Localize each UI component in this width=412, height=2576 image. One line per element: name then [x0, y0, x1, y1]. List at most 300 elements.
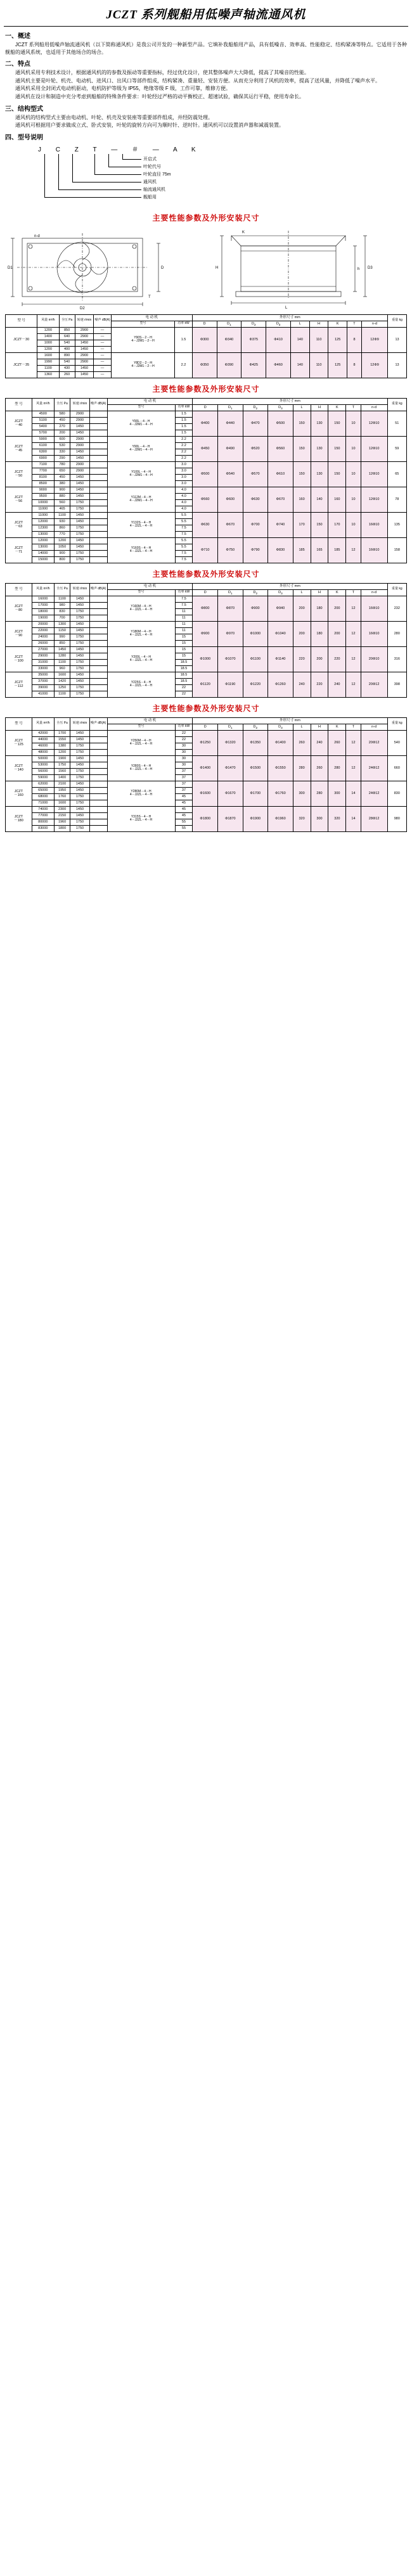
cell-dim-2: Φ1700 [243, 781, 268, 806]
cell-speed: 1450 [70, 423, 89, 430]
cell-pressure: 1150 [54, 627, 70, 634]
cell-flow: 77000 [32, 812, 54, 819]
cell-weight: 59 [387, 436, 406, 461]
cell-flow: 6300 [32, 449, 54, 455]
cell-perf-0: 1400 [37, 333, 59, 340]
leader-line-3 [94, 154, 95, 174]
cell-dim-7: 12 [346, 596, 361, 621]
cell-speed: 1450 [70, 672, 89, 678]
cell-pressure: 580 [54, 411, 70, 417]
cell-perf-1: 400 [59, 346, 75, 352]
cell-model: JCZT －71 [6, 537, 32, 563]
cell-model: JCZT －40 [6, 411, 32, 436]
cell-pressure: 380 [54, 480, 70, 487]
leader-line-6 [44, 154, 45, 197]
section-2-para-1: 通风机采用专利技术设计，根据通风机的的参数及振动等重要指标，经过优化设计，使其整体噪声大大降低，提高了其噪音的性能。 [15, 70, 309, 76]
model-label-1: 开启式 [143, 157, 157, 162]
cell-dim-4: 200 [293, 621, 311, 646]
cell-pressure: 530 [54, 442, 70, 449]
cell-pressure: 465 [54, 506, 70, 512]
cell-flow: 19000 [32, 615, 54, 621]
cell-pressure: 880 [54, 493, 70, 499]
cell-speed: 1450 [70, 678, 89, 684]
cell-flow: 12000 [32, 537, 54, 544]
th4-D3: $D_3$ [268, 724, 293, 730]
cell-speed: 2900 [70, 417, 89, 423]
cell-motor-type: Y90L－4－H 4－J2M1－4－H [107, 436, 175, 461]
leader-line-2 [108, 154, 109, 167]
th2-D1: $D_1$ [217, 404, 243, 411]
cell-motor-power: 37 [175, 787, 193, 793]
cell-motor-power: 7.5 [175, 596, 193, 602]
cell-perf-1: 260 [59, 371, 75, 378]
cell-dim-3: Φ830 [268, 537, 293, 563]
cell-flow: 26000 [32, 640, 54, 646]
leader-line-5 [58, 154, 59, 189]
th3-pressure: 全压 Pa [54, 583, 70, 596]
cell-motor-power: 1.5 [175, 327, 192, 352]
cell-dim-8: 16Φ10 [361, 621, 387, 646]
cell-perf-2: 2900 [75, 333, 94, 340]
cell-dim-3: Φ1760 [268, 781, 293, 806]
section-overview [0, 30, 412, 141]
cell-noise [89, 665, 107, 672]
cell-dim-6: 220 [328, 646, 346, 672]
cell-dim-6: 280 [328, 755, 346, 781]
cell-motor-power: 4.0 [175, 499, 193, 506]
leader-line-3b [94, 174, 141, 175]
table-row [6, 487, 407, 493]
cell-dim-1: Φ390 [217, 352, 241, 378]
cell-perf-3: — [94, 352, 111, 359]
cell-speed: 2900 [70, 461, 89, 468]
cell-flow: 27000 [32, 646, 54, 653]
cell-motor-power: 11 [175, 615, 193, 621]
th-flow: 风量 m³/h [37, 314, 59, 327]
cell-speed: 1750 [70, 691, 89, 697]
cell-pressure: 1100 [54, 659, 70, 665]
table-row [6, 327, 407, 333]
cell-flow: 56000 [32, 768, 54, 774]
cell-noise [89, 768, 107, 774]
cell-noise [89, 812, 107, 819]
cell-dim-0: Φ1250 [193, 730, 218, 755]
th3-motor-power: 功率 kW [175, 589, 193, 596]
cell-speed: 1750 [70, 556, 89, 563]
cell-noise [89, 615, 107, 621]
cell-dim-4: 185 [293, 537, 311, 563]
cell-pressure: 1250 [54, 684, 70, 691]
cell-speed: 1450 [70, 493, 89, 499]
table-row [6, 755, 407, 762]
table-row [6, 436, 407, 442]
cell-pressure: 830 [54, 608, 70, 615]
cell-model: JCZT－35 [6, 352, 37, 378]
leader-line-1 [122, 154, 123, 159]
cell-dim-3: Φ1960 [268, 806, 293, 831]
cell-motor-type: Y112M－4－H 4－J2M1－4－H [107, 487, 175, 512]
th4-motor: 电 动 机 [107, 717, 193, 724]
cell-speed: 1750 [70, 659, 89, 665]
cell-noise [89, 531, 107, 537]
cell-noise [89, 691, 107, 697]
svg-text:D: D [161, 266, 164, 270]
cell-flow: 41000 [32, 691, 54, 697]
cell-flow: 24000 [32, 634, 54, 640]
cell-motor-power: 3.0 [175, 474, 193, 480]
model-label-5: 轴流通风机 [143, 187, 165, 192]
cell-dim-4: 150 [293, 461, 311, 487]
table-row [6, 646, 407, 653]
cell-dim-2: Φ900 [243, 596, 268, 621]
cell-dim-3: Φ460 [266, 352, 291, 378]
cell-dim-7: 12 [346, 730, 361, 755]
th4-noise: 噪声 dB(A) [89, 717, 107, 730]
cell-motor-power: 3.0 [175, 461, 193, 468]
cell-flow: 48000 [32, 749, 54, 755]
cell-dim-2: Φ1000 [243, 621, 268, 646]
cell-dim-4: 160 [293, 487, 311, 512]
cell-dim-4: 140 [291, 327, 310, 352]
th-weight: 重量 kg [388, 314, 407, 327]
cell-dim-5: 280 [311, 781, 328, 806]
cell-motor-type: Y160S－4－H 4－J2ZL－4－H [107, 537, 175, 563]
th-nd: n-d [361, 321, 387, 327]
cell-dim-0: Φ400 [193, 411, 218, 436]
cell-dim-6: 200 [328, 596, 346, 621]
cell-pressure: 290 [54, 455, 70, 461]
cell-flow: 5400 [32, 423, 54, 430]
cell-noise [89, 678, 107, 684]
cell-noise [89, 627, 107, 634]
cell-dim-5: 130 [311, 436, 328, 461]
cell-motor-power: 1.5 [175, 411, 193, 417]
cell-weight: 135 [387, 512, 406, 537]
cell-motor-type: Y132S－4－H 4－J2ZL－4－H [107, 512, 175, 537]
cell-dim-1: Φ670 [217, 512, 243, 537]
cell-model: JCZT －140 [6, 755, 32, 781]
cell-perf-2: 1450 [75, 371, 94, 378]
cell-speed: 1750 [70, 608, 89, 615]
cell-speed: 1450 [70, 730, 89, 736]
cell-dim-5: 130 [311, 411, 328, 436]
cell-speed: 1750 [70, 665, 89, 672]
cell-speed: 1750 [70, 550, 89, 556]
cell-dim-0: Φ1400 [193, 755, 218, 781]
cell-flow: 44000 [32, 736, 54, 743]
title-divider [4, 26, 408, 27]
th4-nd: n-d [361, 724, 387, 730]
cell-flow: 4500 [32, 411, 54, 417]
cell-noise [89, 684, 107, 691]
cell-noise [89, 493, 107, 499]
cell-flow: 83000 [32, 825, 54, 831]
cell-dim-6: 240 [328, 672, 346, 697]
cell-pressure: 1600 [54, 800, 70, 806]
cell-noise [89, 417, 107, 423]
cell-dim-2: Φ570 [243, 461, 268, 487]
cell-perf-1: 540 [59, 359, 75, 365]
cell-noise [89, 518, 107, 525]
cell-dim-1: Φ870 [217, 596, 243, 621]
th3-dims: 外形尺寸 mm [193, 583, 387, 589]
cell-perf-0: 1990 [37, 359, 59, 365]
cell-model: JCZT －80 [6, 596, 32, 621]
table-row [6, 781, 407, 787]
cell-motor-type: Y250M－4－H 4－J2ZL－4－H [107, 730, 175, 755]
cell-flow: 7700 [32, 468, 54, 474]
cell-speed: 1450 [70, 646, 89, 653]
th4-K: K [328, 724, 346, 730]
cell-perf-3: — [94, 365, 111, 371]
cell-dim-4: 140 [291, 352, 310, 378]
cell-dim-6: 150 [328, 436, 346, 461]
cell-noise [89, 781, 107, 787]
th4-L: L [293, 724, 311, 730]
cell-dim-4: 170 [293, 512, 311, 537]
cell-dim-0: Φ800 [193, 596, 218, 621]
cell-weight: 13 [388, 352, 407, 378]
cell-flow: 31000 [32, 659, 54, 665]
th2-L: L [293, 404, 311, 411]
cell-model: JCZT －180 [6, 806, 32, 831]
cell-dim-2: Φ700 [243, 512, 268, 537]
th-motor: 电 动 机 [111, 314, 192, 321]
cell-flow: 33000 [32, 665, 54, 672]
cell-motor-power: 37 [175, 781, 193, 787]
cell-motor-power: 3.0 [175, 480, 193, 487]
cell-speed: 1750 [70, 749, 89, 755]
cell-motor-power: 2.2 [175, 442, 193, 449]
svg-text:K: K [242, 230, 245, 234]
cell-flow: 13000 [32, 544, 54, 550]
cell-dim-1: Φ540 [217, 461, 243, 487]
cell-flow: 29000 [32, 653, 54, 659]
cell-noise [89, 736, 107, 743]
cell-dim-0: Φ710 [193, 537, 218, 563]
table-4-body [6, 730, 407, 831]
cell-flow: 42000 [32, 730, 54, 736]
cell-perf-2: 2900 [75, 359, 94, 365]
cell-perf-1: 890 [59, 352, 75, 359]
section-2-para-4: 通风机在设计和制造中充分考虑到船舶的特殊条件要求：叶轮经过严格的动平衡校正、超速试验，确保其运行平稳，使用寿命长。 [15, 93, 304, 99]
cell-dim-5: 110 [309, 327, 328, 352]
cell-flow: 12000 [32, 518, 54, 525]
cell-dim-7: 10 [346, 436, 361, 461]
side-view-drawing [203, 227, 406, 309]
cell-dim-3: Φ1260 [268, 672, 293, 697]
cell-dim-8: 20Φ12 [361, 730, 387, 755]
cell-motor-power: 4.0 [175, 506, 193, 512]
cell-motor-power: 22 [175, 730, 193, 736]
cell-pressure: 1420 [54, 678, 70, 684]
cell-pressure: 2150 [54, 812, 70, 819]
cell-dim-6: 150 [328, 411, 346, 436]
cell-speed: 1450 [70, 806, 89, 812]
cell-flow: 8500 [32, 480, 54, 487]
cell-motor-power: 18.5 [175, 665, 193, 672]
cell-perf-2: 1450 [75, 365, 94, 371]
section-2-para-2: 通风机主要是叶轮、机壳、电动机、进风口、出风口等部件组成，结构紧凑、重量轻、安装方便。从而充分利用了风机的效率，提高了送风量，并降低了噪声水平。 [15, 77, 380, 84]
cell-flow: 65000 [32, 787, 54, 793]
cell-perf-3: — [94, 340, 111, 346]
cell-dim-7: 10 [346, 461, 361, 487]
cell-perf-3: — [94, 333, 111, 340]
cell-motor-power: 2.2 [175, 436, 193, 442]
cell-pressure: 1800 [54, 825, 70, 831]
cell-weight: 158 [387, 537, 406, 563]
table-row [6, 596, 407, 602]
cell-noise [89, 480, 107, 487]
cell-dim-7: 8 [347, 327, 362, 352]
cell-pressure: 1200 [54, 749, 70, 755]
table-row [6, 512, 407, 518]
th3-D2: $D_2$ [243, 589, 268, 596]
cell-noise [89, 659, 107, 665]
cell-dim-3: Φ670 [268, 487, 293, 512]
cell-pressure: 780 [54, 461, 70, 468]
th2-D: D [193, 404, 218, 411]
cell-motor-power: 11 [175, 627, 193, 634]
cell-dim-0: Φ1000 [193, 646, 218, 672]
cell-dim-7: 12 [346, 672, 361, 697]
cell-weight: 540 [387, 730, 406, 755]
section-heading-2: 二、特点 [5, 61, 30, 68]
cell-dim-8: 28Φ12 [361, 806, 387, 831]
cell-flow: 50000 [32, 755, 54, 762]
cell-dim-4: 150 [293, 436, 311, 461]
cell-motor-power: 15 [175, 653, 193, 659]
cell-dim-1: Φ1070 [217, 646, 243, 672]
section-heading-4: 四、型号说明 [5, 134, 43, 141]
th3-speed: 转速 r/min [70, 583, 89, 596]
cell-motor-power: 4.0 [175, 493, 193, 499]
cell-noise [89, 819, 107, 825]
cell-pressure: 1760 [54, 793, 70, 800]
cell-motor-power: 11 [175, 608, 193, 615]
cell-flow: 71000 [32, 800, 54, 806]
cell-dim-3: Φ940 [268, 596, 293, 621]
cell-dim-0: Φ450 [193, 436, 218, 461]
cell-dim-5: 180 [311, 596, 328, 621]
model-label-6: 舰船用 [143, 195, 157, 200]
cell-dim-4: 220 [293, 646, 311, 672]
th2-H: H [311, 404, 328, 411]
table-row [6, 730, 407, 736]
cell-speed: 1750 [70, 684, 89, 691]
th3-T: T [346, 589, 361, 596]
cell-noise [89, 499, 107, 506]
cell-dim-0: Φ560 [193, 487, 218, 512]
cell-pressure: 1380 [54, 743, 70, 749]
cell-motor-power: 7.5 [175, 531, 193, 537]
cell-noise [89, 436, 107, 442]
th-pressure: 全压 Pa [59, 314, 75, 327]
leader-line-4 [72, 154, 73, 182]
th-L: L [291, 321, 310, 327]
cell-noise [89, 430, 107, 436]
cell-dim-7: 12 [346, 755, 361, 781]
cell-motor-type: Y200L－4－H 4－J2ZL－4－H [107, 646, 175, 672]
th3-motor: 电 动 机 [107, 583, 193, 589]
cell-flow: 62000 [32, 781, 54, 787]
cell-flow: 15000 [32, 556, 54, 563]
cell-noise [89, 487, 107, 493]
cell-motor-power: 1.5 [175, 417, 193, 423]
cell-speed: 1450 [70, 512, 89, 518]
cell-motor-power: 55 [175, 819, 193, 825]
cell-dim-1: Φ750 [217, 537, 243, 563]
cell-perf-3: — [94, 327, 111, 333]
cell-flow: 39000 [32, 684, 54, 691]
th-D2: $D_2$ [241, 321, 266, 327]
cell-flow: 5700 [32, 430, 54, 436]
spec-table-4 [5, 717, 407, 832]
cell-noise [89, 640, 107, 646]
cell-dim-8: 12Φ10 [361, 461, 387, 487]
cell-dim-8: 16Φ10 [361, 512, 387, 537]
section-1-para-1: JCZT 系列船用低噪声轴流通风机（以下简称通风机）是我公司开发的一种新型产品。它填补我船舶用产品，具有低噪音、效率高、性能稳定、结构紧凑等特点。它适用于各种舰船的通风系统，也适用于其他场合的场合。 [5, 42, 407, 55]
cell-pressure: 1560 [54, 768, 70, 774]
section-2-para-3: 通风机采用全封闭式电动机驱动，电机防护等级为 IP55，绝缘等级 F 级，工作可靠，维修方便。 [15, 86, 231, 92]
cell-speed: 1450 [70, 596, 89, 602]
cell-pressure: 200 [54, 430, 70, 436]
cell-speed: 1450 [70, 602, 89, 608]
section-heading-1: 一、概述 [5, 33, 30, 40]
cell-pressure: 650 [54, 468, 70, 474]
cell-dim-7: 10 [346, 512, 361, 537]
cell-perf-0: 1100 [37, 365, 59, 371]
cell-pressure: 1550 [54, 736, 70, 743]
model-label-4: 通风机 [143, 179, 157, 184]
th-D1: $D_1$ [217, 321, 241, 327]
th4-motor-power: 功率 kW [175, 724, 193, 730]
cell-flow: 74000 [32, 806, 54, 812]
cell-pressure: 1750 [54, 762, 70, 768]
spec-title-1: 主要性能参数及外形安装尺寸 [152, 213, 260, 222]
th2-pressure: 全压 Pa [54, 398, 70, 411]
cell-dim-2: Φ1220 [243, 672, 268, 697]
th2-motor: 电 动 机 [107, 398, 193, 404]
cell-flow: 20000 [32, 621, 54, 627]
cell-speed: 1450 [70, 480, 89, 487]
cell-noise [89, 468, 107, 474]
cell-speed: 1450 [70, 653, 89, 659]
cell-dim-4: 300 [293, 781, 311, 806]
th3-weight: 重量 kg [387, 583, 406, 596]
cell-dim-4: 260 [293, 730, 311, 755]
cell-flow: 9000 [32, 487, 54, 493]
cell-motor-type: Y180M－4－H 4－J2ZL－4－H [107, 621, 175, 646]
cell-dim-5: 180 [311, 621, 328, 646]
svg-text:D1: D1 [8, 266, 13, 270]
cell-noise [89, 512, 107, 518]
cell-dim-5: 130 [311, 461, 328, 487]
cell-speed: 1450 [70, 762, 89, 768]
cell-motor-power: 3.0 [175, 468, 193, 474]
cell-perf-2: 1450 [75, 346, 94, 352]
cell-speed: 1450 [70, 781, 89, 787]
cell-motor-type: Y90L－4－H 4－J2M1－4－H [107, 411, 175, 436]
cell-flow: 53000 [32, 762, 54, 768]
cell-dim-5: 260 [311, 755, 328, 781]
cell-pressure: 600 [54, 436, 70, 442]
cell-perf-3: — [94, 371, 111, 378]
cell-motor-power: 2.2 [175, 352, 192, 378]
cell-dim-8: 24Φ12 [361, 755, 387, 781]
th3-nd: n-d [361, 589, 387, 596]
cell-dim-1: Φ1870 [217, 806, 243, 831]
